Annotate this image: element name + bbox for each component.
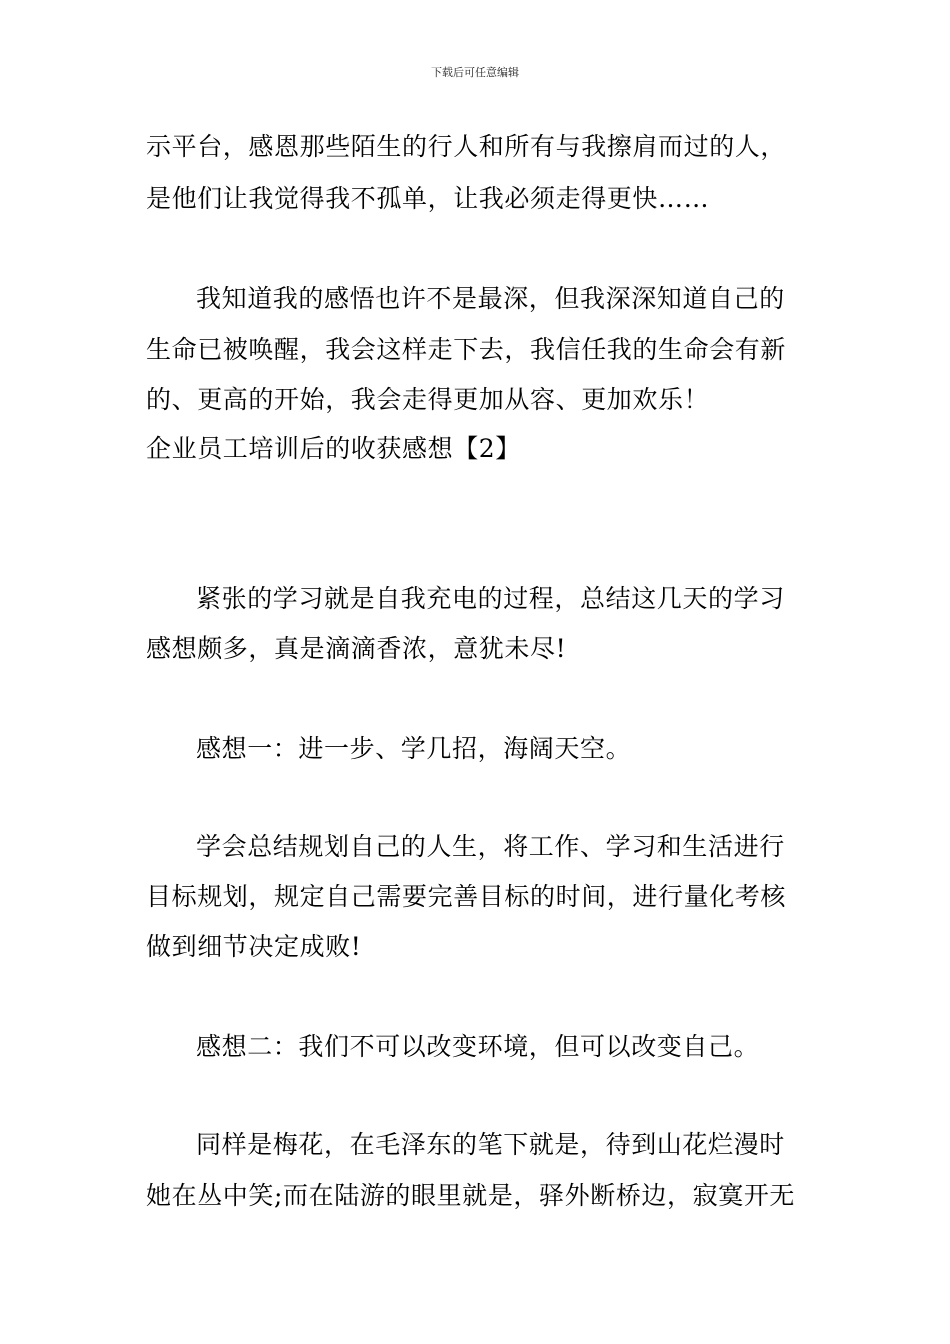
- page-header: 下载后可任意编辑: [431, 66, 519, 79]
- body-line-11: 做到细节决定成败!: [146, 932, 362, 961]
- body-line-2: 是他们让我觉得我不孤单，让我必须走得更快……: [146, 184, 710, 213]
- body-line-14: 她在丛中笑;而在陆游的眼里就是，驿外断桥边，寂寞开无: [146, 1181, 796, 1210]
- body-line-1: 示平台，感恩那些陌生的行人和所有与我擦肩而过的人，: [146, 132, 787, 161]
- body-line-12: 感想二：我们不可以改变环境，但可以改变自己。: [196, 1032, 760, 1061]
- body-line-4: 生命已被唤醒，我会这样走下去，我信任我的生命会有新: [146, 335, 787, 364]
- body-line-5: 的、更高的开始，我会走得更加从容、更加欢乐！: [146, 385, 710, 414]
- section-title: 企业员工培训后的收获感想【2】: [146, 434, 521, 463]
- body-line-8: 感想一：进一步、学几招，海阔天空。: [196, 734, 632, 763]
- body-line-7: 感想颇多，真是滴滴香浓，意犹未尽!: [146, 634, 567, 663]
- body-line-9: 学会总结规划自己的人生，将工作、学习和生活进行: [196, 832, 785, 861]
- body-line-3: 我知道我的感悟也许不是最深，但我深深知道自己的: [196, 284, 785, 313]
- body-line-6: 紧张的学习就是自我充电的过程，总结这几天的学习: [196, 584, 785, 613]
- body-line-13: 同样是梅花，在毛泽东的笔下就是，待到山花烂漫时: [196, 1130, 785, 1159]
- body-line-10: 目标规划，规定自己需要完善目标的时间，进行量化考核: [146, 882, 787, 911]
